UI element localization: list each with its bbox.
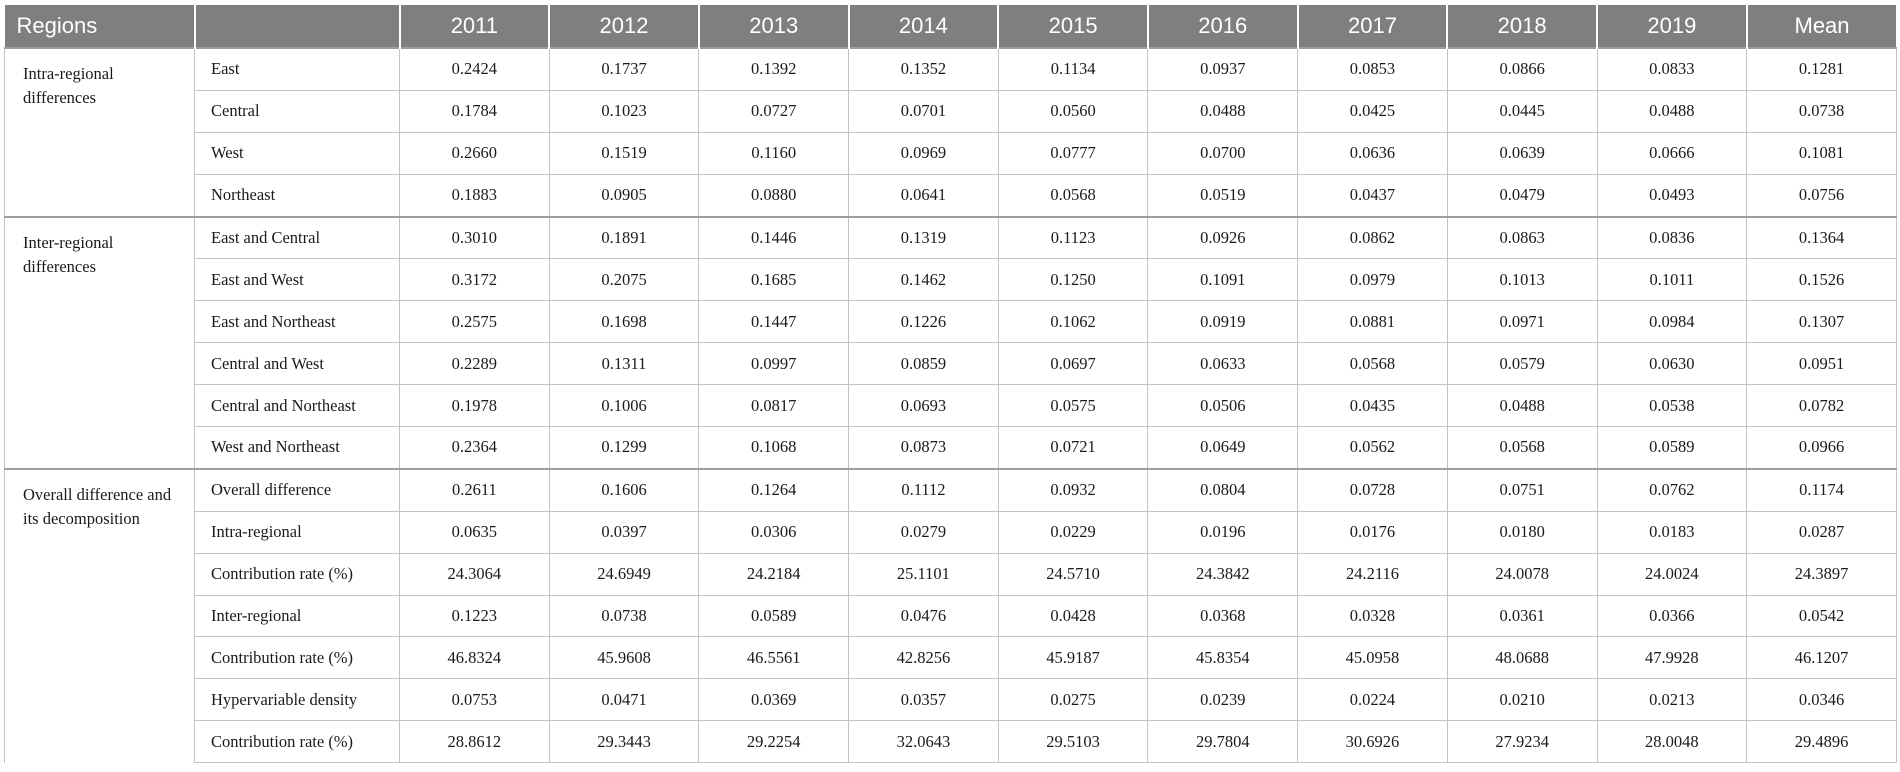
value-cell: 0.0239 — [1148, 679, 1298, 721]
value-cell: 0.3172 — [400, 259, 550, 301]
header-row — [5, 5, 1897, 48]
value-cell: 0.1784 — [400, 90, 550, 132]
table-body — [5, 48, 1897, 763]
value-cell: 0.0213 — [1597, 679, 1747, 721]
value-cell: 0.0368 — [1148, 595, 1298, 637]
value-cell: 0.1062 — [998, 301, 1148, 343]
header-2011: 2011 — [400, 5, 550, 48]
value-cell: 0.1392 — [699, 48, 849, 90]
value-cell: 0.1311 — [549, 343, 699, 385]
value-cell: 27.9234 — [1447, 721, 1597, 763]
row-label: Overall difference — [195, 469, 400, 511]
value-cell: 0.0932 — [998, 469, 1148, 511]
value-cell: 0.0589 — [699, 595, 849, 637]
region-group-label: Overall difference and its decomposition — [5, 469, 195, 763]
row-label: East and Northeast — [195, 301, 400, 343]
value-cell: 0.0366 — [1597, 595, 1747, 637]
value-cell: 0.1446 — [699, 217, 849, 259]
value-cell: 0.1112 — [849, 469, 999, 511]
value-cell: 47.9928 — [1597, 637, 1747, 679]
value-cell: 24.3897 — [1747, 553, 1897, 595]
value-cell: 0.0471 — [549, 679, 699, 721]
value-cell: 0.0649 — [1148, 427, 1298, 469]
value-cell: 0.3010 — [400, 217, 550, 259]
row-label: East and West — [195, 259, 400, 301]
header-2019: 2019 — [1597, 5, 1747, 48]
value-cell: 0.1364 — [1747, 217, 1897, 259]
value-cell: 0.0639 — [1447, 132, 1597, 174]
table-row — [5, 469, 1897, 511]
value-cell: 0.0476 — [849, 595, 999, 637]
value-cell: 0.0579 — [1447, 343, 1597, 385]
value-cell: 0.0542 — [1747, 595, 1897, 637]
value-cell: 0.0880 — [699, 174, 849, 216]
table-row — [5, 343, 1897, 385]
value-cell: 0.0287 — [1747, 511, 1897, 553]
value-cell: 0.0361 — [1447, 595, 1597, 637]
row-label: Hypervariable density — [195, 679, 400, 721]
value-cell: 24.2116 — [1298, 553, 1448, 595]
value-cell: 0.0630 — [1597, 343, 1747, 385]
table-row — [5, 174, 1897, 216]
header-mean: Mean — [1747, 5, 1897, 48]
value-cell: 0.0863 — [1447, 217, 1597, 259]
value-cell: 29.5103 — [998, 721, 1148, 763]
value-cell: 0.0966 — [1747, 427, 1897, 469]
value-cell: 0.2075 — [549, 259, 699, 301]
value-cell: 0.1606 — [549, 469, 699, 511]
value-cell: 0.0575 — [998, 385, 1148, 427]
value-cell: 0.0428 — [998, 595, 1148, 637]
value-cell: 0.0782 — [1747, 385, 1897, 427]
value-cell: 0.0753 — [400, 679, 550, 721]
value-cell: 0.0862 — [1298, 217, 1448, 259]
value-cell: 29.7804 — [1148, 721, 1298, 763]
row-label: Contribution rate (%) — [195, 637, 400, 679]
value-cell: 0.0562 — [1298, 427, 1448, 469]
value-cell: 0.0853 — [1298, 48, 1448, 90]
value-cell: 0.0488 — [1148, 90, 1298, 132]
value-cell: 25.1101 — [849, 553, 999, 595]
value-cell: 0.0519 — [1148, 174, 1298, 216]
value-cell: 0.0445 — [1447, 90, 1597, 132]
value-cell: 0.0568 — [1298, 343, 1448, 385]
value-cell: 0.1174 — [1747, 469, 1897, 511]
value-cell: 0.1519 — [549, 132, 699, 174]
value-cell: 24.3064 — [400, 553, 550, 595]
value-cell: 32.0643 — [849, 721, 999, 763]
value-cell: 0.0817 — [699, 385, 849, 427]
region-group-label: Intra-regional differences — [5, 48, 195, 217]
value-cell: 0.0633 — [1148, 343, 1298, 385]
value-cell: 0.2364 — [400, 427, 550, 469]
row-label: West and Northeast — [195, 427, 400, 469]
table-row — [5, 595, 1897, 637]
value-cell: 0.0979 — [1298, 259, 1448, 301]
value-cell: 0.0762 — [1597, 469, 1747, 511]
value-cell: 30.6926 — [1298, 721, 1448, 763]
value-cell: 0.0397 — [549, 511, 699, 553]
value-cell: 0.0738 — [549, 595, 699, 637]
value-cell: 0.0700 — [1148, 132, 1298, 174]
header-2015: 2015 — [998, 5, 1148, 48]
table-row — [5, 721, 1897, 763]
value-cell: 0.0836 — [1597, 217, 1747, 259]
value-cell: 0.0275 — [998, 679, 1148, 721]
value-cell: 0.1011 — [1597, 259, 1747, 301]
value-cell: 0.1978 — [400, 385, 550, 427]
table-row — [5, 511, 1897, 553]
table-row — [5, 385, 1897, 427]
value-cell: 0.0488 — [1447, 385, 1597, 427]
value-cell: 0.0479 — [1447, 174, 1597, 216]
value-cell: 0.0951 — [1747, 343, 1897, 385]
value-cell: 0.0636 — [1298, 132, 1448, 174]
value-cell: 24.5710 — [998, 553, 1148, 595]
value-cell: 0.0866 — [1447, 48, 1597, 90]
value-cell: 0.0905 — [549, 174, 699, 216]
value-cell: 0.0538 — [1597, 385, 1747, 427]
value-cell: 0.0180 — [1447, 511, 1597, 553]
value-cell: 0.0346 — [1747, 679, 1897, 721]
value-cell: 0.1264 — [699, 469, 849, 511]
value-cell: 0.1299 — [549, 427, 699, 469]
table-row — [5, 132, 1897, 174]
value-cell: 0.1698 — [549, 301, 699, 343]
value-cell: 0.0568 — [998, 174, 1148, 216]
row-label: West — [195, 132, 400, 174]
header-subregion — [195, 5, 400, 48]
value-cell: 0.1737 — [549, 48, 699, 90]
value-cell: 0.0833 — [1597, 48, 1747, 90]
value-cell: 0.1319 — [849, 217, 999, 259]
value-cell: 0.0697 — [998, 343, 1148, 385]
value-cell: 0.0728 — [1298, 469, 1448, 511]
header-2016: 2016 — [1148, 5, 1298, 48]
value-cell: 0.1226 — [849, 301, 999, 343]
value-cell: 0.1281 — [1747, 48, 1897, 90]
value-cell: 0.0183 — [1597, 511, 1747, 553]
value-cell: 0.0506 — [1148, 385, 1298, 427]
value-cell: 0.0176 — [1298, 511, 1448, 553]
value-cell: 0.0937 — [1148, 48, 1298, 90]
value-cell: 0.1023 — [549, 90, 699, 132]
table-row — [5, 217, 1897, 259]
value-cell: 0.0859 — [849, 343, 999, 385]
value-cell: 46.8324 — [400, 637, 550, 679]
value-cell: 0.1462 — [849, 259, 999, 301]
value-cell: 0.0751 — [1447, 469, 1597, 511]
row-label: Central and Northeast — [195, 385, 400, 427]
value-cell: 0.0701 — [849, 90, 999, 132]
value-cell: 29.3443 — [549, 721, 699, 763]
regional-differences-table — [4, 5, 1897, 763]
table-row — [5, 48, 1897, 90]
value-cell: 0.1685 — [699, 259, 849, 301]
row-label: Central — [195, 90, 400, 132]
value-cell: 0.0224 — [1298, 679, 1448, 721]
value-cell: 0.0306 — [699, 511, 849, 553]
value-cell: 0.1891 — [549, 217, 699, 259]
value-cell: 0.1526 — [1747, 259, 1897, 301]
value-cell: 0.0919 — [1148, 301, 1298, 343]
header-2012: 2012 — [549, 5, 699, 48]
value-cell: 0.1160 — [699, 132, 849, 174]
value-cell: 0.2660 — [400, 132, 550, 174]
header-2013: 2013 — [699, 5, 849, 48]
value-cell: 0.0721 — [998, 427, 1148, 469]
value-cell: 42.8256 — [849, 637, 999, 679]
value-cell: 0.1091 — [1148, 259, 1298, 301]
value-cell: 0.2289 — [400, 343, 550, 385]
table-row — [5, 679, 1897, 721]
value-cell: 0.1068 — [699, 427, 849, 469]
value-cell: 0.0196 — [1148, 511, 1298, 553]
value-cell: 24.6949 — [549, 553, 699, 595]
header-2018: 2018 — [1447, 5, 1597, 48]
row-label: Central and West — [195, 343, 400, 385]
value-cell: 24.0024 — [1597, 553, 1747, 595]
value-cell: 0.0560 — [998, 90, 1148, 132]
row-label: East and Central — [195, 217, 400, 259]
value-cell: 46.5561 — [699, 637, 849, 679]
value-cell: 0.0279 — [849, 511, 999, 553]
value-cell: 0.0926 — [1148, 217, 1298, 259]
header-2014: 2014 — [849, 5, 999, 48]
value-cell: 24.3842 — [1148, 553, 1298, 595]
value-cell: 0.0881 — [1298, 301, 1448, 343]
value-cell: 24.2184 — [699, 553, 849, 595]
value-cell: 45.0958 — [1298, 637, 1448, 679]
row-label: Northeast — [195, 174, 400, 216]
value-cell: 0.0328 — [1298, 595, 1448, 637]
value-cell: 0.0984 — [1597, 301, 1747, 343]
value-cell: 0.1352 — [849, 48, 999, 90]
table-row — [5, 427, 1897, 469]
value-cell: 0.0693 — [849, 385, 999, 427]
row-label: Inter-regional — [195, 595, 400, 637]
value-cell: 0.0971 — [1447, 301, 1597, 343]
table-row — [5, 259, 1897, 301]
value-cell: 0.0641 — [849, 174, 999, 216]
value-cell: 29.4896 — [1747, 721, 1897, 763]
value-cell: 0.2575 — [400, 301, 550, 343]
value-cell: 0.0568 — [1447, 427, 1597, 469]
value-cell: 24.0078 — [1447, 553, 1597, 595]
row-label: Contribution rate (%) — [195, 721, 400, 763]
value-cell: 0.0589 — [1597, 427, 1747, 469]
value-cell: 0.1223 — [400, 595, 550, 637]
value-cell: 0.1134 — [998, 48, 1148, 90]
value-cell: 0.1013 — [1447, 259, 1597, 301]
row-label: Contribution rate (%) — [195, 553, 400, 595]
value-cell: 0.0997 — [699, 343, 849, 385]
value-cell: 0.1081 — [1747, 132, 1897, 174]
value-cell: 0.0804 — [1148, 469, 1298, 511]
value-cell: 0.0488 — [1597, 90, 1747, 132]
value-cell: 0.0425 — [1298, 90, 1448, 132]
value-cell: 0.0756 — [1747, 174, 1897, 216]
value-cell: 0.1883 — [400, 174, 550, 216]
value-cell: 29.2254 — [699, 721, 849, 763]
value-cell: 0.2611 — [400, 469, 550, 511]
value-cell: 28.0048 — [1597, 721, 1747, 763]
value-cell: 28.8612 — [400, 721, 550, 763]
value-cell: 0.0635 — [400, 511, 550, 553]
value-cell: 48.0688 — [1447, 637, 1597, 679]
value-cell: 45.9187 — [998, 637, 1148, 679]
value-cell: 0.0357 — [849, 679, 999, 721]
value-cell: 45.8354 — [1148, 637, 1298, 679]
value-cell: 0.1123 — [998, 217, 1148, 259]
value-cell: 0.1006 — [549, 385, 699, 427]
value-cell: 0.1447 — [699, 301, 849, 343]
value-cell: 46.1207 — [1747, 637, 1897, 679]
value-cell: 0.0777 — [998, 132, 1148, 174]
value-cell: 0.0229 — [998, 511, 1148, 553]
value-cell: 0.1307 — [1747, 301, 1897, 343]
value-cell: 0.0969 — [849, 132, 999, 174]
value-cell: 45.9608 — [549, 637, 699, 679]
table-header — [5, 5, 1897, 48]
value-cell: 0.0369 — [699, 679, 849, 721]
value-cell: 0.1250 — [998, 259, 1148, 301]
table-row — [5, 301, 1897, 343]
value-cell: 0.0210 — [1447, 679, 1597, 721]
value-cell: 0.0738 — [1747, 90, 1897, 132]
row-label: Intra-regional — [195, 511, 400, 553]
value-cell: 0.0435 — [1298, 385, 1448, 427]
region-group-label: Inter-regional differences — [5, 217, 195, 469]
value-cell: 0.0727 — [699, 90, 849, 132]
value-cell: 0.2424 — [400, 48, 550, 90]
value-cell: 0.0437 — [1298, 174, 1448, 216]
table-row — [5, 90, 1897, 132]
value-cell: 0.0493 — [1597, 174, 1747, 216]
header-2017: 2017 — [1298, 5, 1448, 48]
header-regions: Regions — [5, 5, 195, 48]
value-cell: 0.0666 — [1597, 132, 1747, 174]
row-label: East — [195, 48, 400, 90]
table-row — [5, 637, 1897, 679]
table-row — [5, 553, 1897, 595]
value-cell: 0.0873 — [849, 427, 999, 469]
